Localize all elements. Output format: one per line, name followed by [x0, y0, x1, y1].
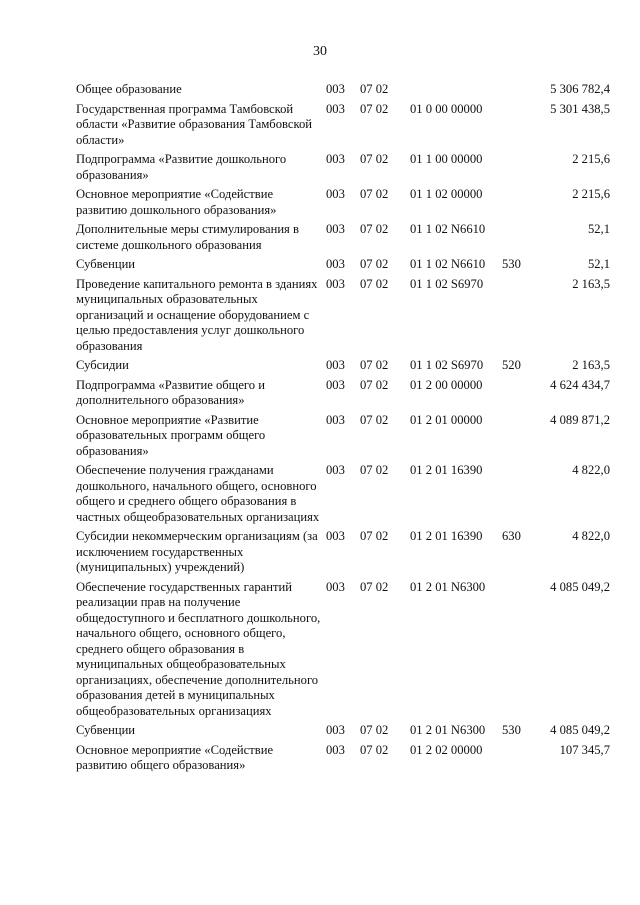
chief-manager-code: 003: [326, 222, 345, 236]
row-name: Подпрограмма «Развитие дошкольного образования»: [76, 152, 287, 182]
table-row: [76, 580, 610, 724]
row-name: Проведение капитального ремонта в зданиях муниципальных образовательных организаций и оснащение оборудованием с целью предоставления услуг дошкольного образования: [76, 276, 318, 353]
chief-manager-code: 003: [326, 723, 345, 737]
expense-type-code: [502, 277, 542, 359]
row-name: Обеспечение получения гражданами дошкольного, начального общего, основного общего и среднего общего образования в частных общеобразовательных организациях: [76, 463, 320, 524]
section-subsection-code: 07 02: [360, 82, 389, 96]
section-subsection-code: 07 02: [360, 742, 389, 757]
row-name: Основное мероприятие «Развитие образовательных программ общего образования»: [76, 412, 266, 458]
table-row: [76, 82, 610, 102]
table-row: [76, 102, 610, 153]
amount: 2 163,5: [572, 276, 610, 291]
expense-type-code: [502, 463, 542, 529]
section-subsection-code: 07 02: [360, 276, 389, 291]
expense-type-code: [502, 222, 542, 257]
table-row: [76, 378, 610, 413]
row-name: Основное мероприятие «Содействие развитию общего образования»: [76, 742, 274, 772]
section-subsection-code: 07 02: [360, 257, 389, 271]
expense-type-code: 630: [502, 529, 521, 543]
amount: 2 215,6: [572, 187, 610, 201]
chief-manager-code: 003: [326, 187, 345, 201]
row-name: Субсидии: [76, 358, 129, 372]
row-name: Обеспечение государственных гарантий реализации прав на получение общедоступного и бесплатного дошкольного, начального общего, основного общего, среднего общего образования в муниципальных общеобразовательных организациях, обеспечение дополнительного образования детей в муниципальных общеобразовательных организациях: [76, 579, 321, 718]
expense-type-code: 530: [502, 257, 521, 271]
row-name: Дополнительные меры стимулирования в системе дошкольного образования: [76, 222, 299, 252]
amount: 5 306 782,4: [550, 82, 610, 96]
expense-type-code: [502, 743, 542, 778]
amount: 2 215,6: [572, 152, 610, 166]
section-subsection-code: 07 02: [360, 358, 389, 372]
chief-manager-code: 003: [326, 101, 345, 116]
chief-manager-code: 003: [326, 377, 345, 392]
page-number: 30: [313, 44, 327, 59]
table-row: [76, 529, 610, 580]
target-article-code: 01 1 02 N6610: [410, 257, 486, 271]
expense-type-code: [502, 102, 542, 153]
chief-manager-code: 003: [326, 152, 345, 166]
table-row: [76, 358, 610, 378]
target-article-code: 01 2 01 16390: [410, 529, 483, 543]
target-article-code: 01 1 02 S6970: [410, 358, 484, 372]
target-article-code: 01 2 02 00000: [410, 742, 483, 757]
table-row: [76, 257, 610, 277]
expense-type-code: [502, 152, 542, 187]
chief-manager-code: 003: [326, 82, 345, 96]
target-article-code: 01 2 00 00000: [410, 377, 483, 392]
section-subsection-code: 07 02: [360, 377, 389, 392]
chief-manager-code: 003: [326, 276, 345, 291]
table-row: [76, 743, 610, 778]
expense-type-code: 520: [502, 358, 521, 372]
chief-manager-code: 003: [326, 742, 345, 757]
row-name: Общее образование: [76, 82, 182, 96]
amount: 4 624 434,7: [550, 377, 610, 392]
chief-manager-code: 003: [326, 257, 345, 271]
table-row: [76, 222, 610, 257]
budget-table: [76, 82, 610, 778]
row-name: Субвенции: [76, 257, 136, 271]
table-row: [76, 152, 610, 187]
expense-type-code: [502, 580, 542, 724]
amount: 5 301 438,5: [550, 101, 610, 116]
section-subsection-code: 07 02: [360, 529, 389, 543]
chief-manager-code: 003: [326, 412, 345, 427]
amount: 4 085 049,2: [550, 579, 610, 594]
section-subsection-code: 07 02: [360, 101, 389, 116]
target-article-code: 01 2 01 N6300: [410, 723, 486, 737]
target-article-code: 01 1 02 S6970: [410, 276, 484, 291]
table-row: [76, 463, 610, 529]
budget-table-body: [76, 82, 610, 778]
amount: 4 085 049,2: [550, 723, 610, 737]
row-name: Субвенции: [76, 723, 136, 737]
target-article-code: 01 1 00 00000: [410, 152, 483, 166]
expense-type-code: [502, 378, 542, 413]
chief-manager-code: 003: [326, 463, 345, 477]
row-name: Государственная программа Тамбовской области «Развитие образования Тамбовской области»: [76, 101, 312, 147]
section-subsection-code: 07 02: [360, 463, 389, 477]
section-subsection-code: 07 02: [360, 579, 389, 594]
table-row: [76, 187, 610, 222]
target-article-code: [410, 82, 502, 102]
section-subsection-code: 07 02: [360, 412, 389, 427]
amount: 52,1: [587, 222, 610, 236]
row-name: Подпрограмма «Развитие общего и дополнительного образования»: [76, 377, 265, 407]
table-row: [76, 413, 610, 464]
expense-type-code: 530: [502, 723, 521, 737]
table-row: [76, 277, 610, 359]
row-name: Основное мероприятие «Содействие развитию дошкольного образования»: [76, 187, 277, 217]
target-article-code: 01 0 00 00000: [410, 101, 483, 116]
amount: 4 089 871,2: [550, 412, 610, 427]
section-subsection-code: 07 02: [360, 152, 389, 166]
amount: 4 822,0: [572, 529, 610, 543]
target-article-code: 01 2 01 16390: [410, 463, 483, 477]
chief-manager-code: 003: [326, 358, 345, 372]
row-name: Субсидии некоммерческим организациям (за исключением государственных (муниципальных) учреждений): [76, 529, 318, 574]
section-subsection-code: 07 02: [360, 723, 389, 737]
target-article-code: 01 1 02 N6610: [410, 222, 486, 236]
section-subsection-code: 07 02: [360, 222, 389, 236]
target-article-code: 01 2 01 00000: [410, 412, 483, 427]
chief-manager-code: 003: [326, 579, 345, 594]
expense-type-code: [502, 187, 542, 222]
amount: 4 822,0: [572, 463, 610, 477]
expense-type-code: [502, 82, 542, 102]
amount: 107 345,7: [559, 742, 610, 757]
table-row: [76, 723, 610, 743]
target-article-code: 01 1 02 00000: [410, 187, 483, 201]
chief-manager-code: 003: [326, 529, 345, 543]
expense-type-code: [502, 413, 542, 464]
amount: 52,1: [587, 257, 610, 271]
target-article-code: 01 2 01 N6300: [410, 579, 486, 594]
amount: 2 163,5: [572, 358, 610, 372]
section-subsection-code: 07 02: [360, 187, 389, 201]
